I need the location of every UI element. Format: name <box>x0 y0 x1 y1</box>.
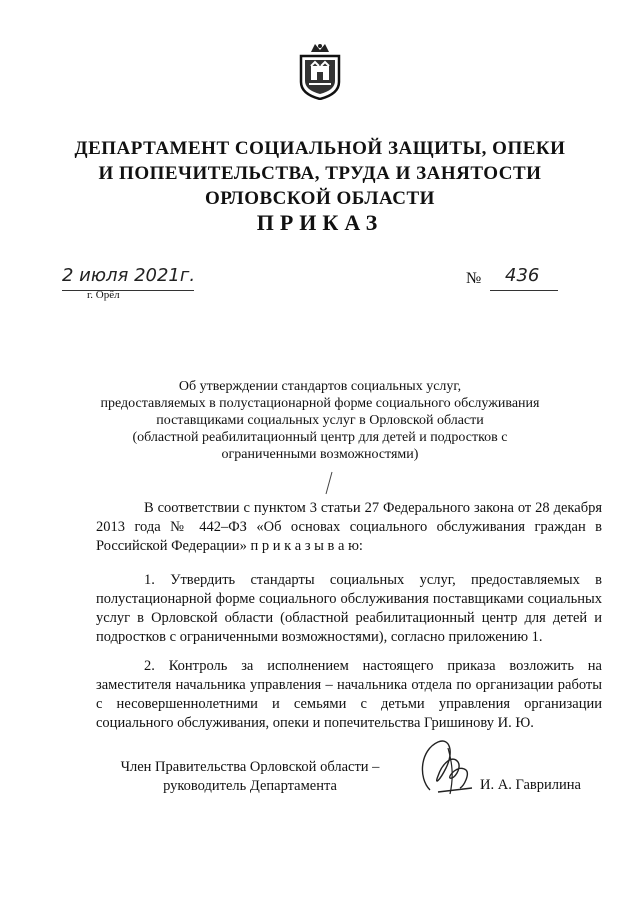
order-subject <box>80 378 560 463</box>
document-title: ПРИКАЗ <box>256 210 384 235</box>
number-handwritten: 436 <box>505 265 540 286</box>
order-item-2 <box>96 657 602 733</box>
position-line-1: Член Правительства Орловской области – <box>120 759 380 775</box>
subject-line: поставщиками социальных услуг в Орловской области <box>156 413 484 428</box>
date-handwritten: 2 июля 2021г. <box>62 265 196 286</box>
preamble-paragraph <box>96 499 602 556</box>
position-line-2: руководитель Департамента <box>163 778 337 794</box>
subject-line: ограниченными возможностями) <box>221 447 419 462</box>
order-item-1-text: 1. Утвердить стандарты социальных услуг, предоставляемых в полустационарной форме социального обслуживания поставщиками социальных услуг в Орловской области (областной реабилитационный центр для детей и подростков с ограниченными возможностями), согласно приложению 1. <box>96 572 602 645</box>
orel-coat-of-arms-icon <box>297 42 343 100</box>
order-item-2-text: 2. Контроль за исполнением настоящего приказа возложить на заместителя начальника управления – начальника отдела по организации работы с несовершеннолетними и семьями с детьми управления организации социального обслуживания, опеки и попечительства Гришинову И. Ю. <box>96 658 602 731</box>
org-name-line-3: ОРЛОВСКОЙ ОБЛАСТИ <box>205 188 435 209</box>
signatory-position <box>100 758 400 796</box>
city-label: г. Орёл <box>87 289 120 301</box>
preamble-text: В соответствии с пунктом 3 статьи 27 Федерального закона от 28 декабря 2013 года № 442–ФЗ «Об основах социального обслуживания граждан в Российской Федерации» п р и к а з ы в а ю: <box>96 500 602 554</box>
org-name-line-2: И ПОПЕЧИТЕЛЬСТВА, ТРУДА И ЗАНЯТОСТИ <box>98 163 542 184</box>
subject-line: Об утверждении стандартов социальных услуг, <box>178 379 462 394</box>
subject-line: предоставляемых в полустационарной форме социального обслуживания <box>100 396 540 411</box>
pen-mark-icon <box>322 470 336 496</box>
number-label: № <box>466 270 482 287</box>
subject-line: (областной реабилитационный центр для детей и подростков с <box>132 430 508 445</box>
order-item-1 <box>96 571 602 647</box>
signatory-name: И. А. Гаврилина <box>480 777 581 793</box>
handwritten-signature-icon <box>408 728 488 808</box>
org-name-line-1: ДЕПАРТАМЕНТ СОЦИАЛЬНОЙ ЗАЩИТЫ, ОПЕКИ <box>74 138 566 159</box>
